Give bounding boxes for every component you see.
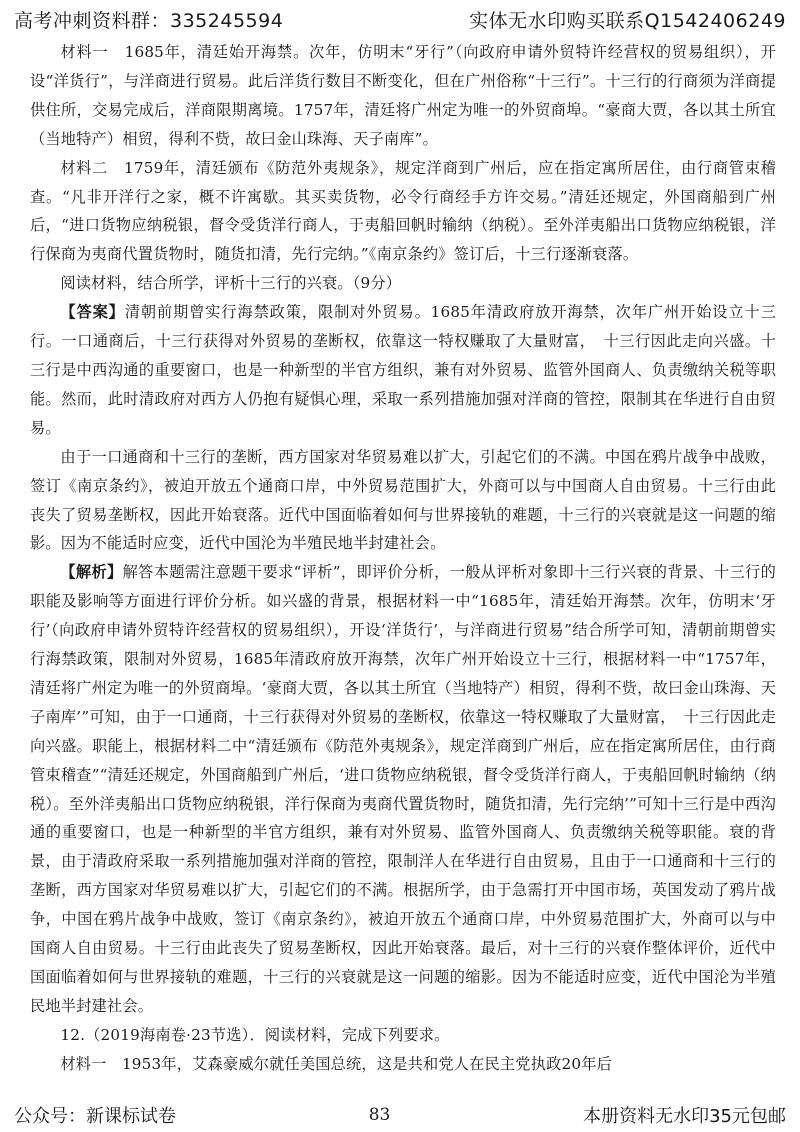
answer-paragraph-2: 由于一口通商和十三行的垄断，西方国家对华贸易难以扩大，引起它们的不满。中国在鸦片战争中战败，签订《南京条约》，被迫开放五个通商口岸，中外贸易范围扩大，外商可以与中国商人自由贸易。十三行由此丧失了贸易垄断权，因此开始衰落。近代中国面临着如何与世界接轨的难题，十三行的兴衰就是这一问题的缩影。因为不能适时应变，近代中国沦为半殖民地半封建社会。: [30, 447, 776, 553]
answer-text: 清朝前期曾实行海禁政策，限制对外贸易。1685年清政府放开海禁，次年广州开始设立十三行。一口通商后，十三行获得对外贸易的垄断权，依靠这一特权赚取了大量财富， 十三行因此走向兴盛。十三行是中西沟通的重要窗口，也是一种新型的半官方组织，兼有对外贸易、监管外国商人、负责缴纳关税等职能。然而，此时清政府对西方人仍抱有疑惧心理，采取一系列措施加强对洋商的管控，限制其在华进行自由贸易。: [30, 303, 776, 437]
question-12-material-one: 材料一 1953年，艾森豪威尔就任美国总统，这是共和党人在民主党执政20年后: [60, 1054, 612, 1073]
question-prompt: 阅读材料，结合所学，评析十三行的兴衰。（9分）: [60, 274, 402, 293]
page-number: 83: [368, 1105, 391, 1125]
material-one-paragraph: 材料一 1685年，清廷始开海禁。次年，仿明末“牙行”（向政府申请外贸特许经营权的贸易组织），开设“洋货行”，与洋商进行贸易。此后洋货行数目不断变化，但在广州俗称“十三行”。十三行的行商须为洋商提供住所，交易完成后，洋商限期离境。1757年，清廷将广州定为唯一的外贸商埠。“豪商大贾，各以其土所宜（当地特产）相贸，得利不赀，故曰金山珠海、天子南库”。: [30, 43, 776, 148]
page-footer: [14, 1100, 786, 1130]
material-two-paragraph: 材料二 1759年，清廷颁布《防范外夷规条》，规定洋商到广州后，应在指定寓所居住，由行商管束稽查。“凡非开洋行之家，概不许寓歇。其买卖货物，必令行商经手方许交易。”清廷还规定，外国商船到广州后，“进口货物应纳税银，督令受货洋行商人，于夷船回帆时输纳（纳税）。至外洋夷船出口货物应纳税银，洋行保商为夷商代置货物时，随货扣清，先行完纳。”《南京条约》签订后，十三行逐渐衰落。: [30, 158, 776, 264]
footer-left-text: 公众号：新课标试卷: [14, 1106, 176, 1127]
document-body: [30, 38, 776, 1079]
analysis-tag: 【解析】: [60, 563, 123, 582]
header-left-text: 高考冲刺资料群：335245594: [14, 9, 284, 32]
question-12-heading: 12.（2019海南卷·23节选）．阅读材料，完成下列要求。: [60, 1025, 450, 1044]
header-right-text: 实体无水印购买联系Q1542406249: [469, 9, 786, 32]
footer-right-text: 本册资料无水印35元包邮: [583, 1106, 786, 1127]
answer-tag: 【答案】: [60, 303, 125, 322]
page-header: [14, 4, 786, 34]
analysis-text: 解答本题需注意题干要求“评析”，即评价分析，一般从评析对象即十三行兴衰的背景、十三行的职能及影响等方面进行评价分析。如兴盛的背景，根据材料一中“1685年，清廷始开海禁。次年，仿明末‘牙行’（向政府申请外贸特许经营权的贸易组织），开设‘洋货行’，与洋商进行贸易”结合所学可知，清朝前期曾实行海禁政策，限制对外贸易，1685年清政府放开海禁，次年广州开始设立十三行，根据材料一中“1757年，清廷将广州定为唯一的外贸商埠。‘豪商大贾，各以其土所宜（当地特产）相贸，得利不赀，故曰金山珠海、天子南库’”可知，由于一口通商，十三行获得对外贸易的垄断权，依靠这一特权赚取了大量财富， 十三行因此走向兴盛。职能上，根据材料二中“清廷颁布《防范外夷规条》，规定洋商到广州后，应在指定寓所居住，由行商管束稽查”“清廷还规定，外国商船到广州后，‘进口货物应纳税银，督令受货洋行商人，于夷船回帆时输纳（纳税）。至外洋夷船出口货物应纳税银，洋行保商为夷商代置货物时，随货扣清，先行完纳’”可知十三行是中西沟通的重要窗口，也是一种新型的半官方组织，兼有对外贸易、监管外国商人、负责缴纳关税等职能。衰的背景，由于清政府采取一系列措施加强对洋商的管控，限制洋人在华进行自由贸易，且由于一口通商和十三行的垄断，西方国家对华贸易难以扩大，引起它们的不满。根据所学，由于急需打开中国市场，英国发动了鸦片战争，中国在鸦片战争中战败，签订《南京条约》，被迫开放五个通商口岸，中外贸易范围扩大，外商可以与中国商人自由贸易。十三行由此丧失了贸易垄断权，因此开始衰落。最后，对十三行的兴衰作整体评价，近代中国面临着如何与世界接轨的难题，十三行的兴衰就是这一问题的缩影。因为不能适时应变，近代中国沦为半殖民地半封建社会。: [30, 563, 776, 1015]
answer-paragraph: [30, 298, 776, 443]
analysis-paragraph: [30, 558, 776, 1021]
